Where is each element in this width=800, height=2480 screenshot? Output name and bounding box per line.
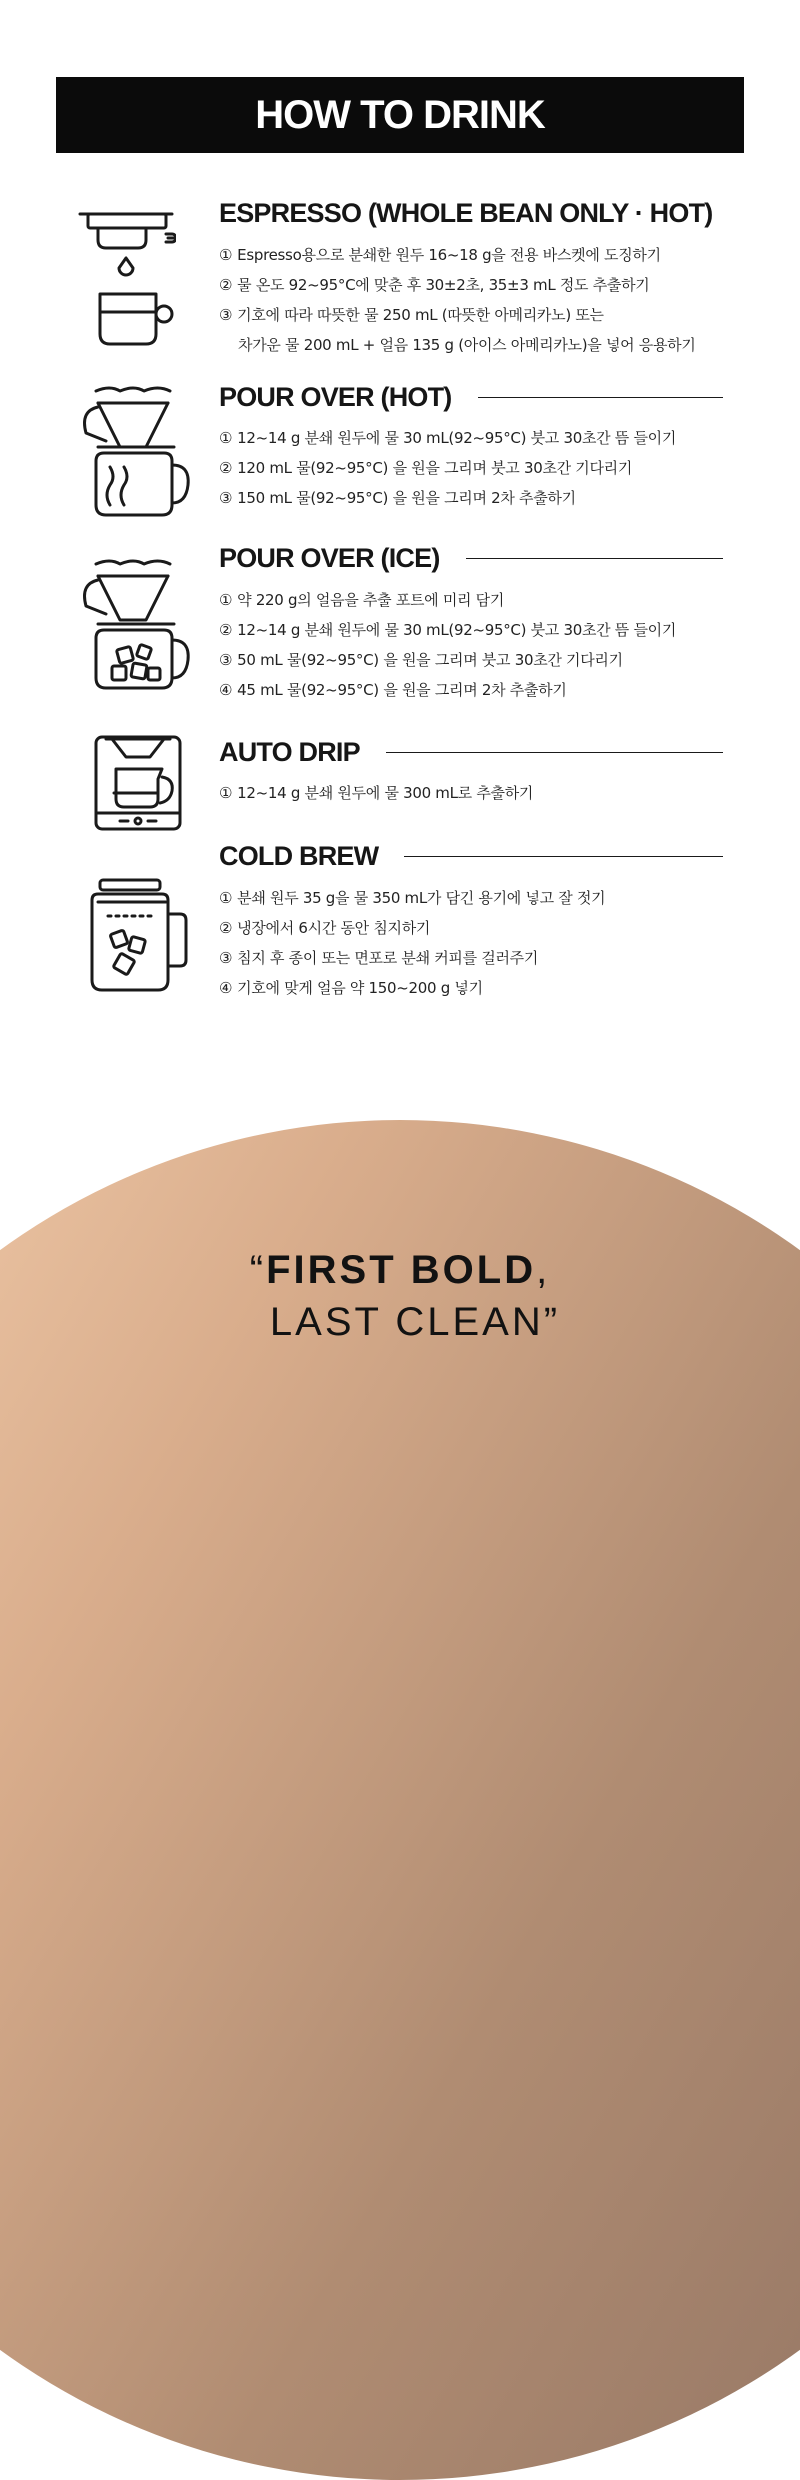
step-item: ② 12~14 g 분쇄 원두에 물 30 mL(92~95°C) 붓고 30초간 뜸 들이기	[219, 621, 677, 639]
section-title: AUTO DRIP	[219, 736, 360, 767]
step-item: ① 분쇄 원두 35 g을 물 350 mL가 담긴 용기에 넣고 잘 젓기	[219, 889, 606, 907]
step-item: ① 12~14 g 분쇄 원두에 물 300 mL로 추출하기	[219, 784, 534, 802]
banner-title: HOW TO DRINK	[255, 92, 545, 137]
step-item: ② 물 온도 92~95°C에 맞춘 후 30±2초, 35±3 mL 정도 추출하기	[219, 276, 650, 294]
step-list	[219, 883, 605, 1003]
divider-line	[386, 752, 723, 753]
step-item: ④ 45 mL 물(92~95°C) 을 원을 그리며 2차 추출하기	[219, 681, 567, 699]
tagline-line-1: “FIRST BOLD,	[249, 1248, 551, 1292]
step-item: ④ 기호에 맞게 얼음 약 150~200 g 넣기	[219, 979, 483, 997]
step-list	[219, 778, 533, 808]
tagline-bold: FIRST BOLD	[266, 1248, 537, 1292]
divider-line	[404, 856, 723, 857]
step-item: ③ 150 mL 물(92~95°C) 을 원을 그리며 2차 추출하기	[219, 489, 576, 507]
pour-over-ice-icon	[76, 558, 196, 693]
step-item: ③ 기호에 따라 따뜻한 물 250 mL (따뜻한 아메리카노) 또는	[219, 306, 604, 324]
section-header	[219, 541, 723, 575]
how-to-drink-banner	[56, 77, 744, 153]
section-header	[219, 196, 723, 230]
step-item: ③ 50 mL 물(92~95°C) 을 원을 그리며 붓고 30초간 기다리기	[219, 651, 623, 669]
section-header	[219, 735, 723, 769]
pour-over-hot-icon	[76, 385, 196, 520]
divider-line	[478, 397, 723, 398]
step-item: ② 120 mL 물(92~95°C) 을 원을 그리며 붓고 30초간 기다리기	[219, 459, 633, 477]
step-list	[219, 585, 676, 705]
espresso-machine-icon	[76, 208, 176, 348]
step-list	[219, 423, 676, 513]
tagline-line-2: LAST CLEAN”	[269, 1300, 561, 1344]
section-title: POUR OVER (ICE)	[219, 542, 440, 573]
section-header	[219, 839, 723, 873]
step-list	[219, 240, 696, 360]
step-item: ① Espresso용으로 분쇄한 원두 16~18 g을 전용 바스켓에 도징하기	[219, 246, 661, 264]
step-item: ① 12~14 g 분쇄 원두에 물 30 mL(92~95°C) 붓고 30초간 뜸 들이기	[219, 429, 677, 447]
tagline-quote	[0, 1245, 800, 1347]
step-item: ② 냉장에서 6시간 동안 침지하기	[219, 919, 431, 937]
section-title: POUR OVER (HOT)	[219, 381, 452, 412]
step-item: ① 약 220 g의 얼음을 추출 포트에 미리 담기	[219, 591, 505, 609]
step-item-continued: 차가운 물 200 mL + 얼음 135 g (아이스 아메리카노)을 넣어 응용하기	[238, 336, 696, 354]
auto-drip-machine-icon	[76, 735, 186, 835]
step-item: ③ 침지 후 종이 또는 면포로 분쇄 커피를 걸러주기	[219, 949, 539, 967]
section-header	[219, 380, 723, 414]
section-title: ESPRESSO (WHOLE BEAN ONLY · HOT)	[219, 197, 713, 228]
cold-brew-jar-icon	[76, 878, 196, 993]
section-title: COLD BREW	[219, 840, 379, 871]
divider-line	[466, 558, 723, 559]
